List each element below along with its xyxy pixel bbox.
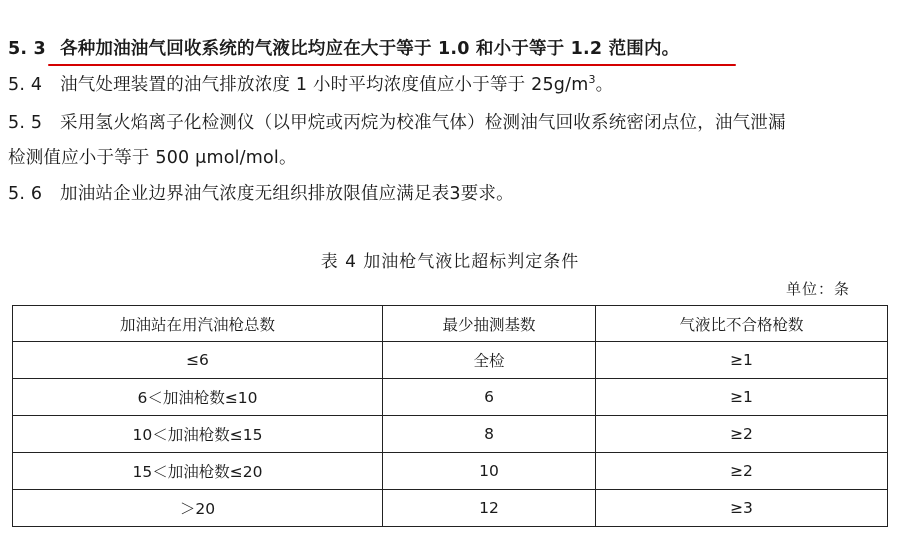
clause-5-4 [8, 73, 613, 97]
clause-text: 加油站企业边界油气浓度无组织排放限值应满足表3要求。 [60, 184, 514, 204]
table-title: 表 4 加油枪气液比超标判定条件 [320, 252, 580, 272]
table-cell: ≤6 [13, 342, 383, 379]
clause-number: 5. 3 [8, 39, 46, 59]
clause-text: 油气处理装置的油气排放浓度 1 小时平均浓度值应小于等于 25g/m [60, 75, 589, 95]
header-cell: 最少抽测基数 [383, 306, 596, 342]
clause-text: 采用氢火焰离子化检测仪（以甲烷或丙烷为校准气体）检测油气回收系统密闭点位，油气泄漏 [60, 113, 786, 133]
clause-text: 各种加油油气回收系统的气液比均应在大于等于 1.0 和小于等于 1.2 范围内。 [60, 39, 680, 59]
table-row [13, 342, 888, 379]
header-cell: 加油站在用汽油枪总数 [13, 306, 383, 342]
table-cell: ≥1 [596, 379, 888, 416]
table-row [13, 490, 888, 527]
table-cell: ≥2 [596, 453, 888, 490]
clause-number: 5. 5 [8, 113, 43, 133]
clause-5-5 [8, 111, 786, 135]
table-unit: 单位：条 [785, 280, 850, 298]
table-header-row [13, 306, 888, 342]
table-cell: ≥3 [596, 490, 888, 527]
clause-suffix: 。 [595, 75, 614, 95]
superscript: 3 [588, 73, 596, 86]
table-row [13, 379, 888, 416]
table-cell: ＞20 [13, 490, 383, 527]
clause-5-3 [8, 37, 679, 61]
table-cell: 6＜加油枪数≤10 [13, 379, 383, 416]
clause-number: 5. 6 [8, 184, 43, 204]
table-cell: 10 [383, 453, 596, 490]
clause-text: 检测值应小于等于 500 μmol/mol。 [8, 148, 297, 168]
table-cell: 6 [383, 379, 596, 416]
table-cell: 8 [383, 416, 596, 453]
criteria-table [12, 305, 888, 527]
table-cell: ≥2 [596, 416, 888, 453]
clause-number: 5. 4 [8, 75, 43, 95]
table-row [13, 453, 888, 490]
clause-5-5-continuation [8, 146, 297, 170]
table-row [13, 416, 888, 453]
red-underline-highlight [48, 64, 736, 66]
table-cell: 12 [383, 490, 596, 527]
table-cell: 全检 [383, 342, 596, 379]
clause-5-6 [8, 182, 514, 206]
header-cell: 气液比不合格枪数 [596, 306, 888, 342]
table-cell: ≥1 [596, 342, 888, 379]
table-cell: 15＜加油枪数≤20 [13, 453, 383, 490]
table-cell: 10＜加油枪数≤15 [13, 416, 383, 453]
